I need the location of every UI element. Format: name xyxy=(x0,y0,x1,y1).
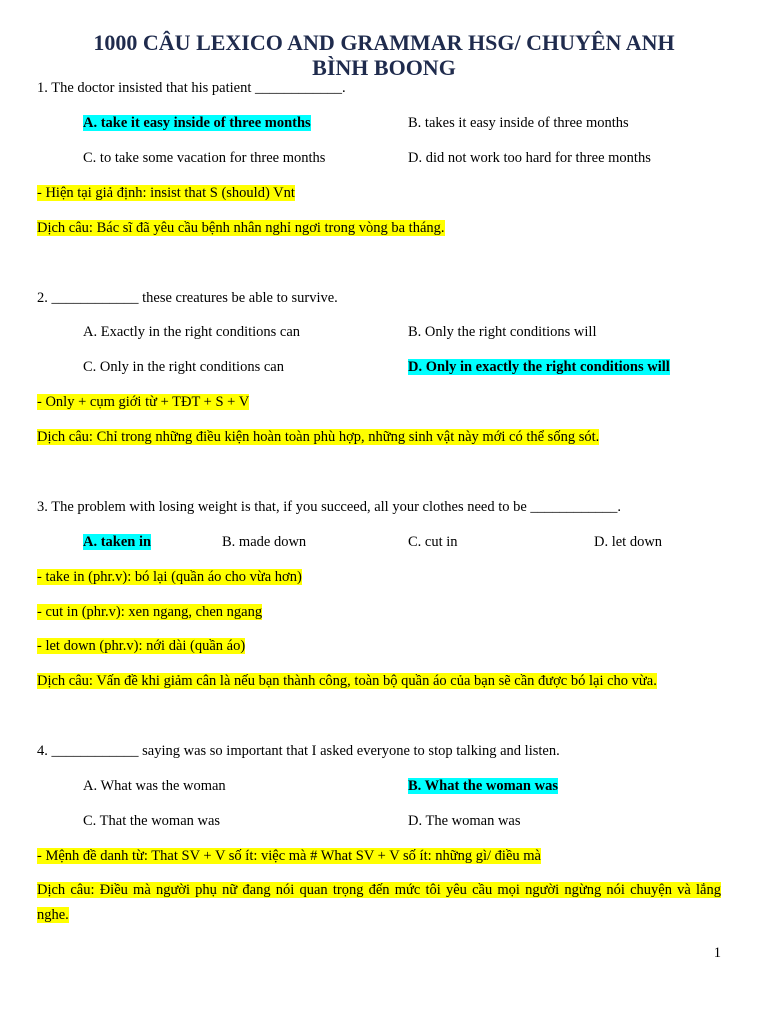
highlight: Dịch câu: Điều mà người phụ nữ đang nói quan trọng đến mức tôi yêu cầu mọi người ngừng nói chuyện và lắng nghe. xyxy=(37,882,721,923)
q1-option-c: C. to take some vacation for three months xyxy=(83,150,326,166)
title-line-2: BÌNH BOONG xyxy=(312,55,456,80)
correct-answer: A. taken in xyxy=(83,534,152,550)
question-2-stem: 2. ____________ these creatures be able to survive. xyxy=(37,290,338,306)
highlight: Dịch câu: Bác sĩ đã yêu cầu bệnh nhân nghỉ ngơi trong vòng ba tháng. xyxy=(37,220,445,236)
q3-option-b: B. made down xyxy=(222,534,307,550)
q2-grammar-note xyxy=(37,393,249,411)
q2-option-b: B. Only the right conditions will xyxy=(408,324,597,340)
q1-option-a xyxy=(83,114,311,132)
q4-option-c: C. That the woman was xyxy=(83,813,221,829)
q3-option-c: C. cut in xyxy=(408,534,458,550)
highlight: - Only + cụm giới từ + TĐT + S + V xyxy=(37,394,250,410)
q4-option-d: D. The woman was xyxy=(408,813,521,829)
correct-answer: B. What the woman was xyxy=(408,778,558,794)
question-1-stem: 1. The doctor insisted that his patient ____________. xyxy=(37,80,346,96)
q4-grammar-note xyxy=(37,847,541,865)
correct-answer: D. Only in exactly the right conditions will xyxy=(408,359,670,375)
document-title xyxy=(0,30,768,80)
q3-vocab-note-1 xyxy=(37,568,302,586)
question-3-stem: 3. The problem with losing weight is that, if you succeed, all your clothes need to be ____________. xyxy=(37,499,622,515)
q2-option-a: A. Exactly in the right conditions can xyxy=(83,324,301,340)
q1-translation xyxy=(37,219,445,237)
highlight: Dịch câu: Vấn đề khi giảm cân là nếu bạn thành công, toàn bộ quần áo của bạn sẽ cần được bó lại cho vừa. xyxy=(37,673,657,689)
page-number: 1 xyxy=(713,945,721,961)
q4-option-a: A. What was the woman xyxy=(83,778,226,794)
correct-answer: A. take it easy inside of three months xyxy=(83,115,311,131)
q3-translation xyxy=(37,672,657,690)
highlight: Dịch câu: Chỉ trong những điều kiện hoàn toàn phù hợp, những sinh vật này mới có thể sống sót. xyxy=(37,429,600,445)
highlight: - Hiện tại giả định: insist that S (should) Vnt xyxy=(37,185,295,201)
highlight: - Mệnh đề danh từ: That SV + V số ít: việc mà # What SV + V số ít: những gì/ điều mà xyxy=(37,848,541,864)
q4-option-b xyxy=(408,777,558,795)
q1-option-b: B. takes it easy inside of three months xyxy=(408,115,629,131)
q2-option-c: C. Only in the right conditions can xyxy=(83,359,284,375)
q1-grammar-note xyxy=(37,184,295,202)
q2-option-d xyxy=(408,358,670,376)
q3-vocab-note-2 xyxy=(37,603,262,621)
q3-vocab-note-3 xyxy=(37,637,245,655)
title-line-1: 1000 CÂU LEXICO AND GRAMMAR HSG/ CHUYÊN ANH xyxy=(93,30,675,55)
q2-translation xyxy=(37,428,599,446)
q3-option-a xyxy=(83,533,151,551)
q1-option-d: D. did not work too hard for three months xyxy=(408,150,651,166)
q4-translation xyxy=(37,878,721,928)
highlight: - cut in (phr.v): xen ngang, chen ngang xyxy=(37,604,263,620)
q3-option-d: D. let down xyxy=(594,534,663,550)
question-4-stem: 4. ____________ saying was so important that I asked everyone to stop talking and listen. xyxy=(37,743,560,759)
highlight: - take in (phr.v): bó lại (quần áo cho vừa hơn) xyxy=(37,569,302,585)
highlight: - let down (phr.v): nới dài (quần áo) xyxy=(37,638,246,654)
